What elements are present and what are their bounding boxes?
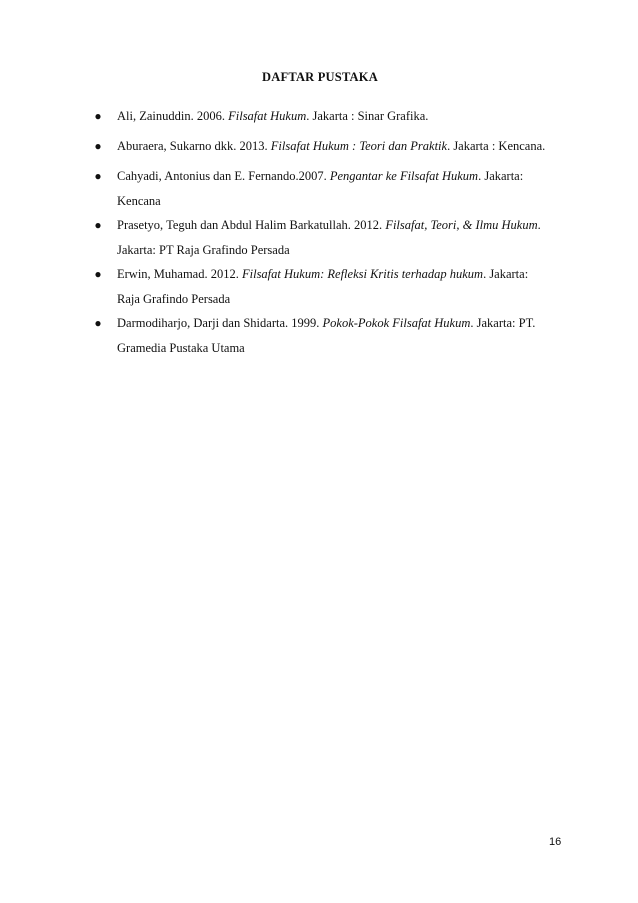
- reference-text: [117, 262, 577, 311]
- reference-segment: Ali, Zainuddin. 2006.: [117, 109, 229, 123]
- reference-segment: Gramedia Pustaka Utama: [117, 340, 245, 355]
- bullet-icon: ●: [94, 267, 102, 281]
- bullet-icon: ●: [94, 109, 102, 123]
- reference-segment: Jakarta: PT Raja Grafindo Persada: [117, 242, 290, 257]
- reference-title: Pengantar ke Filsafat Hukum: [329, 169, 479, 183]
- reference-text: [117, 311, 577, 360]
- reference-title: Filsafat Hukum : Teori dan Praktik: [270, 139, 448, 153]
- reference-segment: Darmodiharjo, Darji dan Shidarta. 1999.: [117, 316, 323, 330]
- page-number: 16: [549, 836, 562, 848]
- reference-title: Filsafat, Teori, & Ilmu Hukum: [385, 218, 538, 232]
- reference-line: [117, 311, 577, 336]
- reference-segment: . Jakarta : Kencana.: [447, 139, 546, 153]
- reference-segment: Kencana: [117, 193, 161, 208]
- reference-segment: . Jakarta:: [483, 267, 529, 281]
- page-title: DAFTAR PUSTAKA: [262, 70, 378, 84]
- reference-segment: Erwin, Muhamad. 2012.: [117, 267, 242, 281]
- reference-segment: . Jakarta:: [478, 169, 524, 183]
- reference-text: [117, 134, 577, 159]
- reference-line: [117, 164, 577, 189]
- reference-line: [117, 238, 577, 263]
- reference-segment: . Jakarta : Sinar Grafika.: [306, 109, 429, 123]
- bullet-icon: ●: [94, 218, 102, 232]
- reference-line: [117, 104, 577, 129]
- reference-line: [117, 336, 577, 361]
- reference-title: Filsafat Hukum: Refleksi Kritis terhadap hukum: [241, 267, 484, 281]
- reference-text: [117, 213, 577, 262]
- reference-line: [117, 134, 577, 159]
- reference-segment: .: [537, 218, 541, 232]
- reference-text: [117, 164, 577, 213]
- bullet-icon: ●: [94, 169, 102, 183]
- reference-segment: Prasetyo, Teguh dan Abdul Halim Barkatullah. 2012.: [117, 218, 386, 232]
- reference-segment: Cahyadi, Antonius dan E. Fernando.2007.: [117, 169, 330, 183]
- reference-title: Pokok-Pokok Filsafat Hukum: [322, 316, 471, 330]
- bullet-icon: ●: [94, 139, 102, 153]
- reference-segment: . Jakarta: PT.: [470, 316, 536, 330]
- reference-text: [117, 104, 577, 129]
- reference-line: [117, 189, 577, 214]
- bullet-icon: ●: [94, 316, 102, 330]
- reference-line: [117, 262, 577, 287]
- reference-line: [117, 213, 577, 238]
- reference-segment: Aburaera, Sukarno dkk. 2013.: [117, 139, 271, 153]
- reference-title: Filsafat Hukum: [228, 109, 307, 123]
- reference-segment: Raja Grafindo Persada: [117, 291, 231, 306]
- reference-line: [117, 287, 577, 312]
